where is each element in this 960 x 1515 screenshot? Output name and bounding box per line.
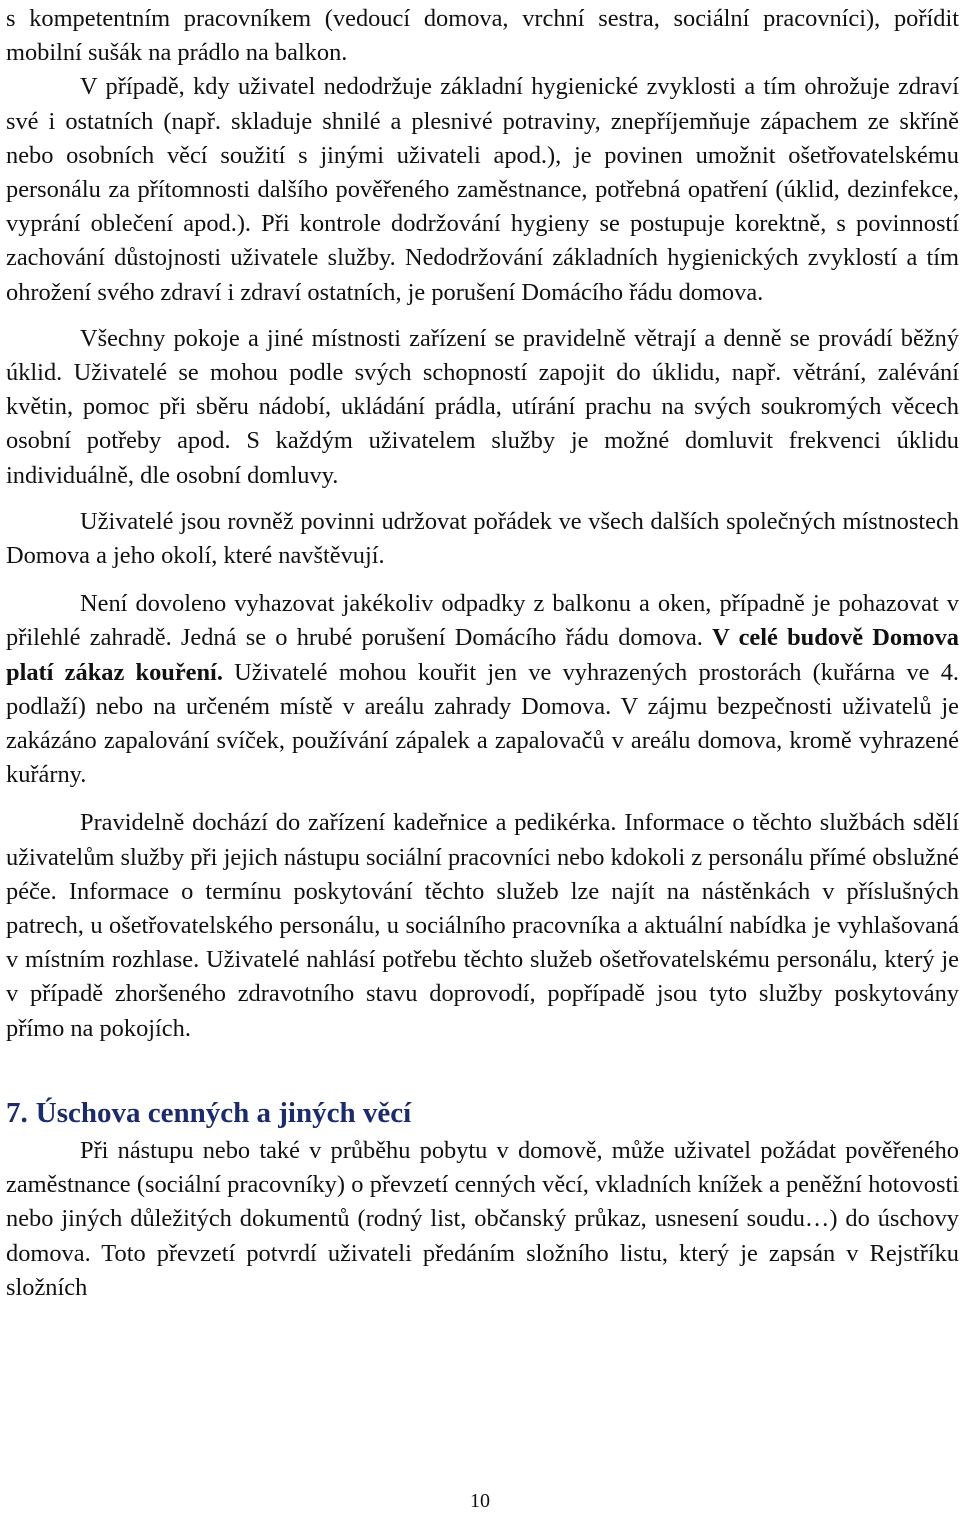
paragraph-hairdresser-pedicure: Pravidelně dochází do zařízení kadeřnice a pedikérka. Informace o těchto službách sdělí uživatelům služby při jejich nástupu sociální pracovníci nebo kdokoli z personálu přímé obslužné péče. Informace o termínu poskytování těchto služeb lze najít na nástěnkách v příslušných patrech, u ošetřovatelského personálu, u sociálního pracovníka a aktuální nabídka je vyhlašovaná v místním rozhlase. Uživatelé nahlásí potřebu těchto služeb ošetřovatelskému personálu, který je v případě zhoršeného zdravotního stavu doprovodí, popřípadě jsou tyto služby poskytovány přímo na pokojích. [6, 809, 959, 1042]
paragraph-hygiene: V případě, kdy uživatel nedodržuje základní hygienické zvyklosti a tím ohrožuje zdraví své i ostatních (např. skladuje shnilé a plesnivé potraviny, znepříjemňuje zápachem ze skříně nebo osobních věcí soužití s jinými uživateli apod.), je povinen umožnit ošetřovatelskému personálu za přítomnosti dalšího pověřeného zaměstnance, potřebná opatření (úklid, dezinfekce, vyprání oblečení apod.). Při kontrole dodržování hygieny se postupuje korektně, s povinností zachování důstojnosti uživatele služby. Nedodržování základních hygienických zvyklostí a tím ohrožení svého zdraví i zdraví ostatních, je porušení Domácího řádu domova. [6, 73, 959, 306]
paragraph-cleaning: Všechny pokoje a jiné místnosti zařízení se pravidelně větrají a denně se provádí běžný úklid. Uživatelé se mohou podle svých schopností zapojit do úklidu, např. větrání, zalévání květin, pomoc při sběru nádobí, ukládání prádla, utírání prachu na svých soukromých věcech osobní potřeby apod. S každým uživatelem služby je možné domluvit frekvenci úklidu individuálně, dle osobní domluvy. [6, 324, 959, 489]
paragraph-common-rooms: Uživatelé jsou rovněž povinni udržovat pořádek ve všech dalších společných místnostech Domova a jeho okolí, které navštěvují. [6, 507, 959, 570]
page-number: 10 [470, 1490, 490, 1512]
section-title: Úschova cenných a jiných věcí [35, 1096, 412, 1129]
section-number: 7. [6, 1096, 28, 1129]
paragraph-drying-rack: s kompetentním pracovníkem (vedoucí domova, vrchní sestra, sociální pracovníci), pořídit mobilní sušák na prádlo na balkon. [6, 5, 959, 67]
document-page [6, 2, 959, 1305]
paragraph-valuables-storage: Při nástupu nebo také v průběhu pobytu v domově, může uživatel požádat pověřeného zaměstnance (sociální pracovníky) o převzetí cenných věcí, vkladních knížek a peněžní hotovosti nebo jiných důležitých dokumentů (rodný list, občanský průkaz, usnesení soudu…) do úschovy domova. Toto převzetí potvrdí uživateli předáním složního listu, který je zapsán v Rejstříku složních [6, 1136, 959, 1301]
section-heading [6, 1096, 959, 1130]
paragraph-waste-smoking [6, 587, 959, 792]
smoking-ban-text: V celé budově Domova platí zákaz kouření. [6, 624, 959, 686]
paragraph-waste-text: Není dovoleno vyhazovat jakékoliv odpadky z balkonu a oken, případně je pohazovat v přilehlé zahradě. Jedná se o hrubé porušení Domácího řádu domova. [6, 590, 959, 652]
paragraph-smoking-text: Uživatelé mohou kouřit jen ve vyhrazených prostorách (kuřárna ve 4. podlaží) nebo na určeném místě v areálu zahrady Domova. V zájmu bezpečnosti uživatelů je zakázáno zapalování svíček, používání zápalek a zapalovačů v areálu domova, kromě vyhrazené kuřárny. [6, 658, 960, 789]
